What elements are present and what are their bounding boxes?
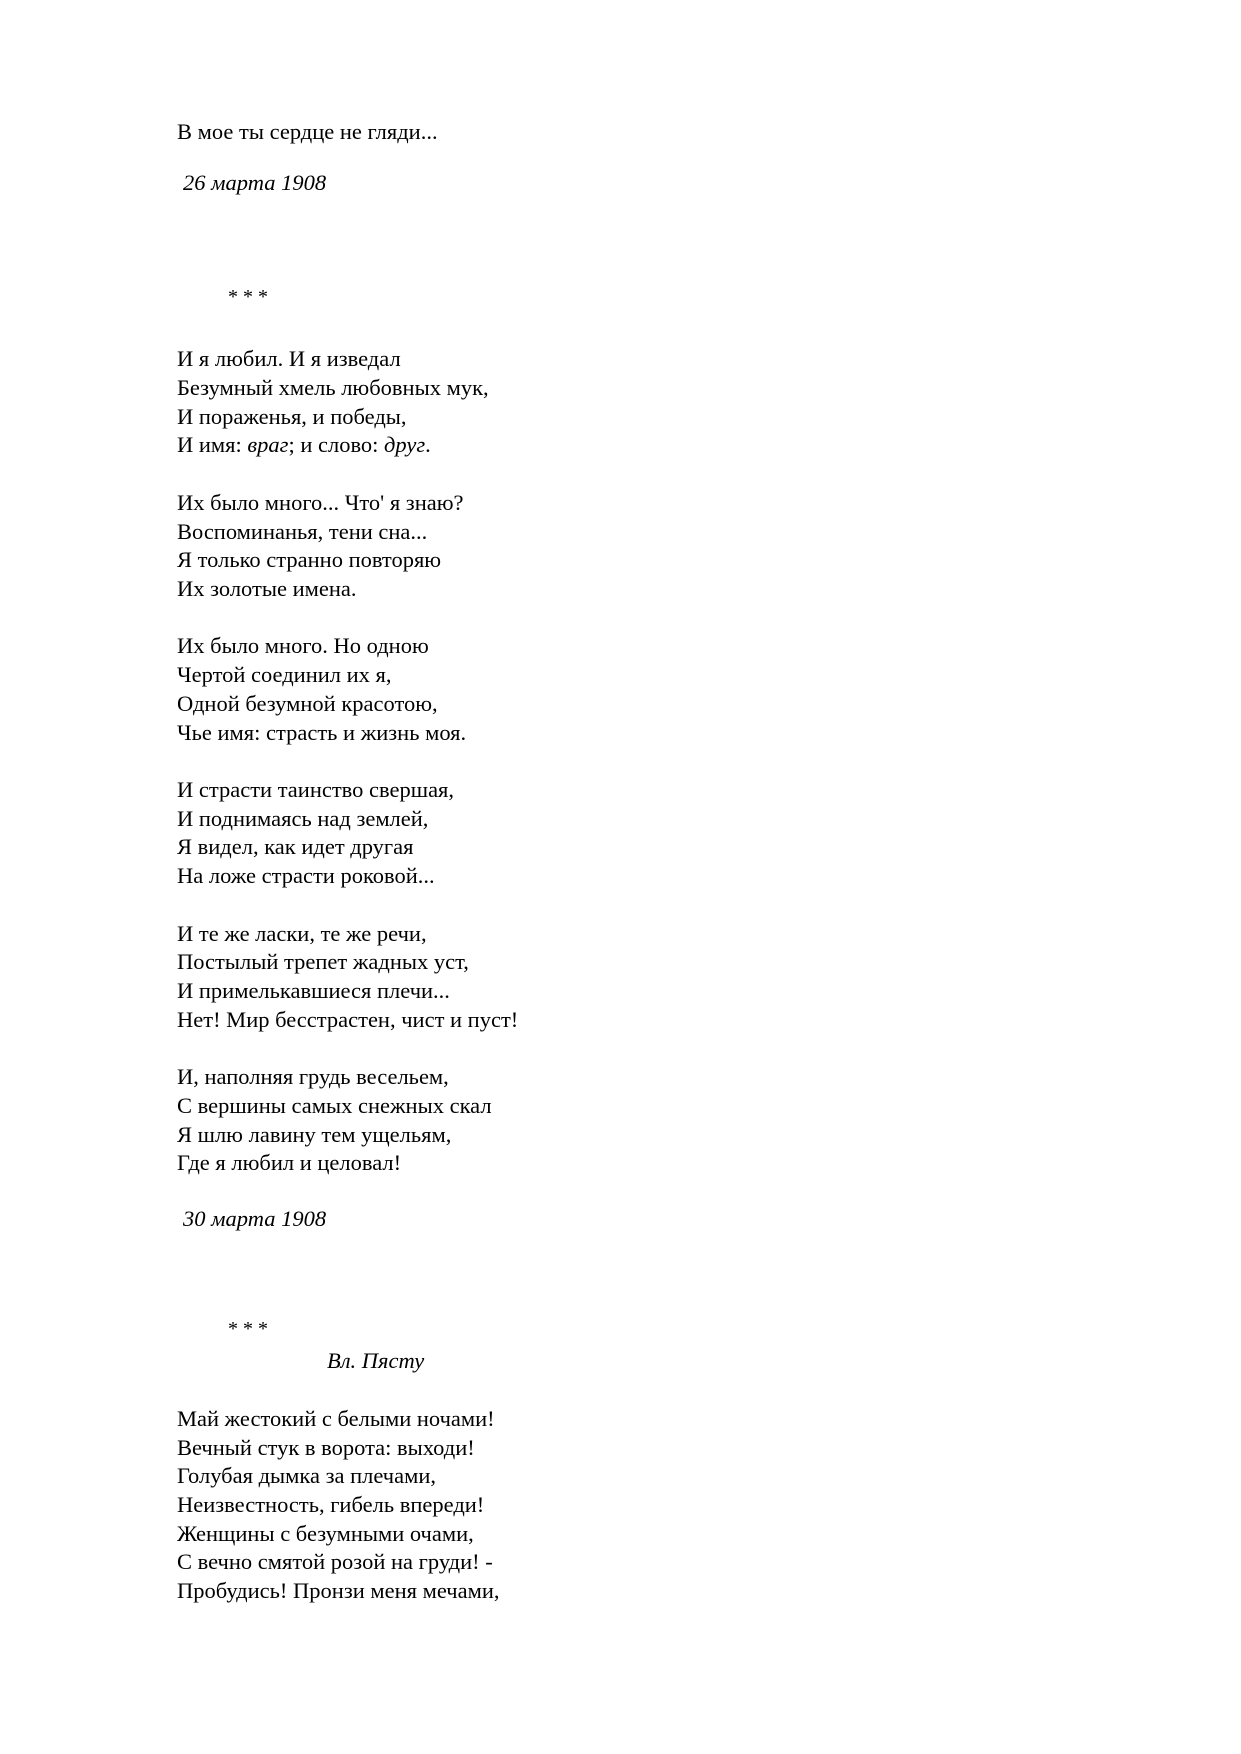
poem-line: И я любил. И я изведал xyxy=(177,346,401,371)
poem-line: Я видел, как идет другая xyxy=(177,834,414,859)
poem-line: На ложе страсти роковой... xyxy=(177,863,435,888)
poem-separator-stars: * * * xyxy=(228,1318,268,1340)
poem-line: Их было много... Что' я знаю? xyxy=(177,490,464,515)
poem-line: Где я любил и целовал! xyxy=(177,1150,402,1175)
poem-line: Неизвестность, гибель впереди! xyxy=(177,1492,485,1517)
poem-line: И те же ласки, те же речи, xyxy=(177,921,427,946)
poem-line: Чертой соединил их я, xyxy=(177,662,392,687)
poem-line: Вечный стук в ворота: выходи! xyxy=(177,1435,475,1460)
poem-date: 30 марта 1908 xyxy=(183,1206,327,1231)
line-part: . xyxy=(425,432,431,457)
line-part: И имя: xyxy=(177,432,248,457)
poem-line: Чье имя: страсть и жизнь моя. xyxy=(177,720,467,745)
poem-line: Пробудись! Пронзи меня мечами, xyxy=(177,1578,500,1603)
poem-line: И поднимаясь над землей, xyxy=(177,806,429,831)
italic-word-enemy: враг xyxy=(247,432,289,457)
poem-line: И, наполняя грудь весельем, xyxy=(177,1064,449,1089)
poem-line: Безумный хмель любовных мук, xyxy=(177,375,489,400)
poem-line: И страсти таинство свершая, xyxy=(177,777,455,802)
poem-line: Одной безумной красотою, xyxy=(177,691,438,716)
poem-line: Воспоминанья, тени сна... xyxy=(177,519,428,544)
poem-line: Постылый трепет жадных уст, xyxy=(177,949,469,974)
poem-line: Женщины с безумными очами, xyxy=(177,1521,474,1546)
poem-line: В мое ты сердце не гляди... xyxy=(177,119,438,144)
poem-dedication: Вл. Пясту xyxy=(327,1348,425,1373)
poem-line: С вершины самых снежных скал xyxy=(177,1093,492,1118)
poem-line: Я только странно повторяю xyxy=(177,547,442,572)
poem-separator-stars: * * * xyxy=(228,286,268,308)
poem-line: С вечно смятой розой на груди! - xyxy=(177,1549,493,1574)
poem-line: Их было много. Но одною xyxy=(177,633,429,658)
poem-line: И примелькавшиеся плечи... xyxy=(177,978,450,1003)
poem-line: И пораженья, и победы, xyxy=(177,404,407,429)
italic-word-friend: друг xyxy=(384,432,426,457)
poem-line: Их золотые имена. xyxy=(177,576,357,601)
line-part: ; и слово: xyxy=(288,432,385,457)
poem-line xyxy=(177,431,431,459)
poem-line: Нет! Мир бесстрастен, чист и пуст! xyxy=(177,1007,519,1032)
poem-line: Голубая дымка за плечами, xyxy=(177,1463,436,1488)
poem-date: 26 марта 1908 xyxy=(183,170,327,195)
poem-line: Май жестокий с белыми ночами! xyxy=(177,1406,495,1431)
poem-line: Я шлю лавину тем ущельям, xyxy=(177,1122,452,1147)
